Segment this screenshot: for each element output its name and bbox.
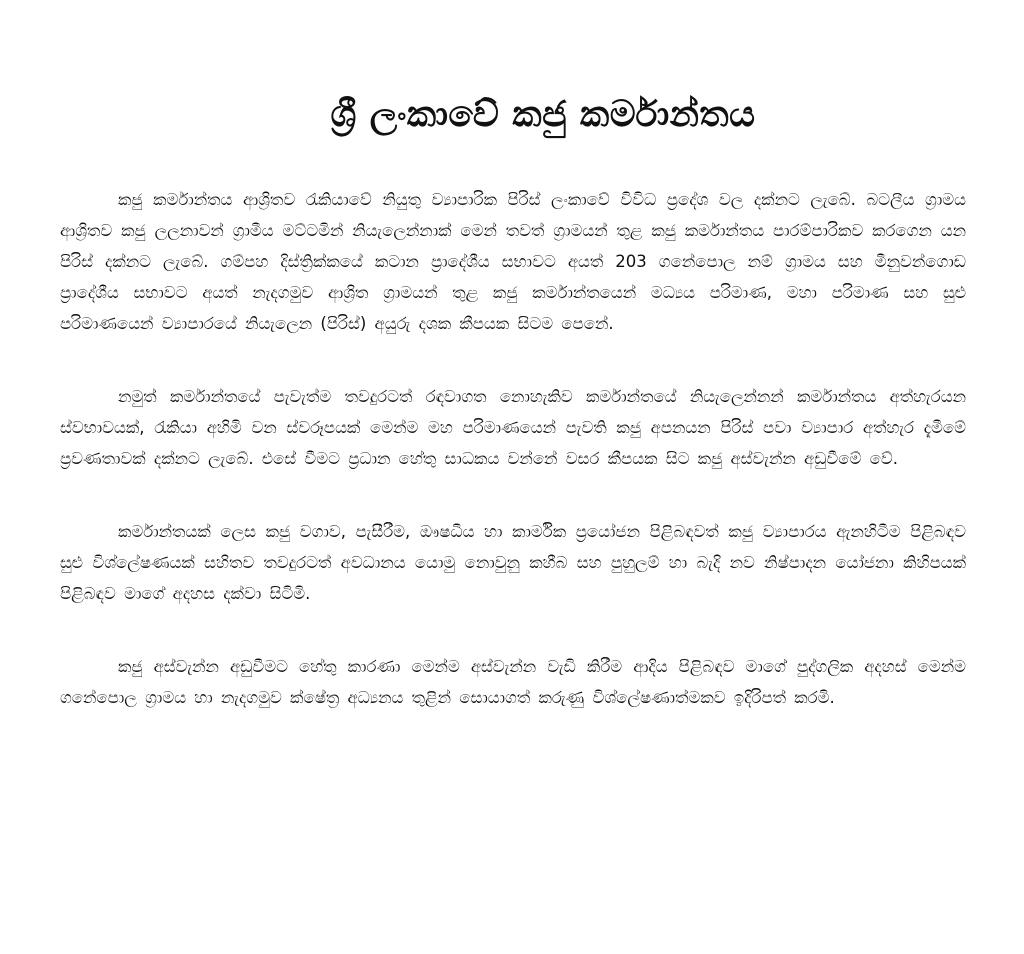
paragraph-uses: කර්මාන්තයක් ලෙස කජු වගාව, පැසීරීම, ඖෂධීය හා කාර්මික ප්‍රයෝජන පිළිබඳවත් කජු ව්‍යාපාරය ඇනහිටීම පිළිබඳව සුළු විශ්ලේෂණයක් සහිතව තවදුරටත් අවධානය යොමු නොවුනු කහීබ සහ පුහුලම් හා බැදි නව නිෂ්පාදන යෝජනා කිහිපයක් පිළිබඳව මාගේ අදහස දක්වා සිටිමි. [60, 522, 966, 603]
paragraph-analysis: කජු අස්වැන්න අඩුවීමට හේතු කාරණා මෙන්ම අස්වැන්න වැඩි කිරීම ආදිය පිළිබඳව මාගේ පුද්ගලික අදහස් මෙන්ම ගනේපොල ග්‍රාමය හා නැදගමුව ක්ෂේත්‍ර අධ්‍යනය තුළින් සොයාගත් කරුණු විශ්ලේෂණාත්මකව ඉදිරිපත් කරමි. [60, 657, 966, 707]
paragraph-decline: නමුත් කර්මාන්තයේ පැවැත්ම තවදුරටත් රඳවාගත නොහැකිව කර්මාන්තයේ නියැලෙන්නන් කර්මාන්තය අත්හැරයන ස්වභාවයක්, රැකියා අහිමි වන ස්වරූපයක් මෙන්ම මහ පරිමාණයෙන් පැවති කජු අපනයන පිරිස් පවා ව්‍යාපාර අත්හැර දැමීමේ ප්‍රවණතාවක් දක්නට ලැබේ. එසේ වීමට ප්‍රධාන හේතු සාධකය වන්නේ වසර කීපයක සිට කජු අස්වැන්න අඩුවීමේ වේ. [60, 387, 966, 468]
paragraph-intro: කජු කර්මාන්තය ආශ්‍රිතව රැකියාවේ නියුතු ව්‍යාපාරික පිරිස් ලංකාවේ විවිධ ප්‍රදේශ වල දක්නට ලැබේ. බටලීය ග්‍රාමය ආශ්‍රිතව කජු ලලනාවන් ග්‍රාමීය මට්ටමින් නියැලෙන්නාක් මෙන් තවත් ග්‍රාමයන් තුළ කජු කර්මාන්තය පාරම්පාරිකව කරගෙන යන පිරිස් දක්නට ලැබේ. ගම්පහ දිස්ත්‍රික්කයේ කටාන ප්‍රාදේශීය සභාවට අයත් 203 ගනේපොල නම් ග්‍රාමය සහ මීනුවන්ගොඩ ප්‍රාදේශීය සභාවට අයත් නැදගමුව ආශ්‍රිත ග්‍රාමයන් තුළ කජු කර්මාන්තයෙන් මධ්‍යය පරිමාණ, මහා පරිමාණ සහ සුළු පරිමාණයෙන් ව්‍යාපාරයේ නියැලෙන (පිරිස්) අයුරු දශක කීපයක සිටම පෙනේ. [60, 190, 966, 333]
document-title: ශ්‍රී ලංකාවේ කජු කර්මාන්තය [330, 94, 756, 135]
